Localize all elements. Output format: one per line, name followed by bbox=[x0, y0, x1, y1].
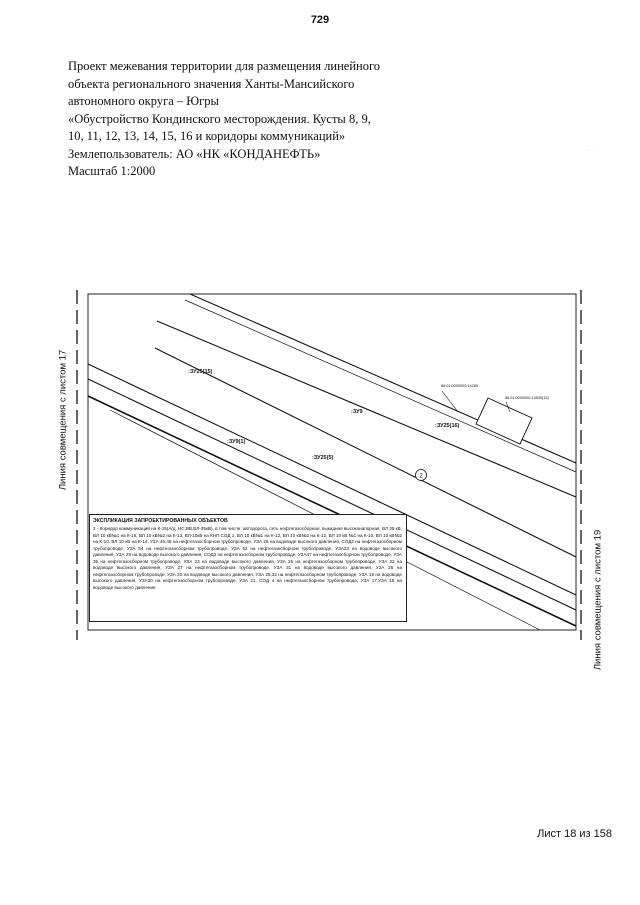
scan-artifact: · ·· · bbox=[583, 148, 595, 154]
header-line: Проект межевания территории для размещения линейного bbox=[68, 59, 381, 73]
parcel-label: :ЗУ9(1) bbox=[227, 439, 246, 445]
parcel-label: :ЗУ25(16) bbox=[435, 423, 460, 429]
parcel-label: :ЗУ25(15) bbox=[188, 369, 213, 375]
cadastral-drawing bbox=[0, 270, 640, 690]
document-header bbox=[68, 58, 388, 181]
header-line: автономного округа – Югры bbox=[68, 94, 219, 108]
boundary-line bbox=[185, 300, 576, 472]
parcel-label: :ЗУ9 bbox=[351, 409, 363, 415]
header-line: «Обустройство Кондинского месторождения. Кусты 8, 9, bbox=[68, 111, 371, 126]
parcel-rectangle bbox=[476, 398, 532, 444]
header-line: 10, 11, 12, 13, 14, 15, 16 и коридоры коммуникаций» bbox=[68, 129, 346, 143]
header-line: объекта регионального значения Ханты-Мансийского bbox=[68, 76, 355, 91]
explication-legend bbox=[89, 514, 407, 622]
header-line: Масштаб 1:2000 bbox=[68, 164, 156, 178]
right-match-label: Линия совмещения с листом 19 bbox=[592, 529, 604, 671]
leader-line bbox=[442, 391, 458, 412]
legend-body: 2 - Коридор коммуникаций на К-15(А/д, НС,ВВ,ВЛ-35кВ), в том числе: автодорога, сеть нефтегазосборная, выкидная высоконапорная, ВЛ 35 кВ, ВЛ 10 кВ№1 на К-15, ВЛ 10 кВ№2 на К-13, ВЛ-10кВ на КНП СОД 1, ВЛ 10 кВ№1 на К-12, ВЛ 10 кВ№2 на К-12, ВЛ 10 кВ №1 на К-10, ВЛ 10 кВ№2 на К-10, ВЛ 10 кВ на К-14, УЗА 45,46 на нефтегазосборном трубопроводе, УЗА 28 на водоводе высокого давления, СОД3 на нефтегазосборном трубопроводе, УЗА 54 на нефтегазосборном трубопроводе, УЗА 52 на нефтегазосборном трубопроводе, УЗА33 на водоводе высокого давления, УЗА 29 на водоводе высокого давления, СОД3 на нефтегазосборном трубопроводе, УЗА47 на нефтегазосборном трубопроводе, УЗА 35 на нефтегазосборном трубопроводе, УЗА 23 на водоводе высокого давления, УЗА 26 на нефтегазосборном трубопроводе, УЗА 22 на водоводе высокого давления, УЗА 27 на нефтегазосборном трубопроводе, УЗА 31 на водоводе высокого давления, УЗА 26 на нефтегазосборном трубопроводе, УЗА 20 на водоводе высокого давления, УЗА 25,32 на нефтегазосборном трубопроводе, УЗА 19 на водоводе высокого давления, УЗА30 на нефтегазосборном трубопроводе, УЗА 21, СОД 4 на нефтегазосборном трубопроводе, УЗА 17,УЗА 18 на водоводе высокого давления bbox=[93, 526, 402, 590]
legend-title: ЭКСПЛИКАЦИЯ ЗАПРОЕКТИРОВАННЫХ ОБЪЕКТОВ bbox=[93, 518, 228, 524]
cadastral-number: 86:01:0000000:14285 bbox=[441, 384, 478, 388]
parcel-label: :ЗУ25(5) bbox=[312, 455, 334, 461]
object-marker: 2 bbox=[419, 472, 423, 480]
page-number: 729 bbox=[310, 14, 330, 26]
header-line: Землепользователь: АО «НК «КОНДАНЕФТЬ» bbox=[68, 146, 321, 161]
left-match-label: Линия совмещения с листом 17 bbox=[57, 349, 69, 491]
sheet-counter: Лист 18 из 158 bbox=[537, 828, 612, 840]
cadastral-number: 86:01:0000000:13839(15) bbox=[505, 396, 549, 400]
